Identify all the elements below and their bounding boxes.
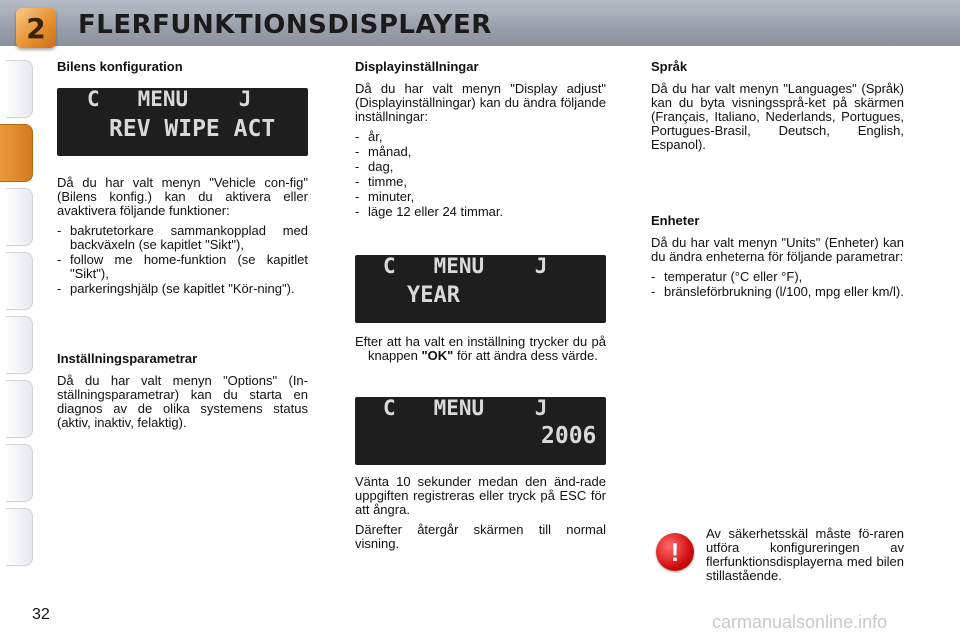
side-tab-6 <box>6 380 33 438</box>
lcd-display-2006 <box>355 397 606 465</box>
section-heading-options: Inställningsparametrar <box>57 351 198 366</box>
lcd-value-line: YEAR <box>407 283 460 308</box>
vehicle-config-intro: Då du har valt menyn "Vehicle con-fig" (Bilens konfig.) kan du aktivera eller avaktivera följande funktioner: <box>57 175 308 218</box>
section-heading-display-adjust: Displayinställningar <box>355 59 479 74</box>
list-item: - år, <box>355 130 606 144</box>
list-item: - bakrutetorkare sammankopplad med backväxeln (se kapitlet "Sikt"), <box>57 224 308 252</box>
lcd-display-year <box>355 255 606 323</box>
side-tab-7 <box>6 444 33 502</box>
list-item: - parkeringshjälp (se kapitlet "Kör-ning"). <box>57 282 308 296</box>
section-heading-vehicle-config: Bilens konfiguration <box>57 59 183 74</box>
list-item: - läge 12 eller 24 timmar. <box>355 205 606 219</box>
column-3 <box>651 60 904 305</box>
safety-warning <box>652 525 904 583</box>
list-item: - dag, <box>355 160 606 174</box>
units-text: Då du har valt menyn "Units" (Enheter) kan du ändra enheterna för följande parametrar: <box>651 235 904 264</box>
lcd-menu-line: C MENU J <box>87 87 252 111</box>
lcd-value-line: REV WIPE ACT <box>109 116 276 142</box>
side-tab-5 <box>6 316 33 374</box>
side-tabs <box>0 60 34 580</box>
display-adjust-list <box>355 130 606 219</box>
lcd-menu-line: C MENU J <box>383 396 548 420</box>
list-item: - temperatur (°C eller °F), <box>651 270 904 284</box>
after-setting-text-end: för att ändra dess värde. <box>453 348 598 363</box>
header-bar <box>0 0 960 46</box>
list-item: - månad, <box>355 145 606 159</box>
chapter-number: 2 <box>26 11 46 45</box>
column-1 <box>57 60 308 436</box>
units-list <box>651 270 904 299</box>
side-tab-4 <box>6 252 33 310</box>
vehicle-config-list <box>57 224 308 296</box>
section-heading-units: Enheter <box>651 213 700 228</box>
side-tab-3 <box>6 188 33 246</box>
after-setting-text <box>355 335 606 363</box>
lcd-value-line: 2006 <box>541 423 597 449</box>
lcd-display-vehicle-config <box>57 88 308 156</box>
exclamation-icon: ! <box>656 533 694 571</box>
ok-button-label: "OK" <box>421 348 454 363</box>
side-tab-8 <box>6 508 33 566</box>
after-setting-text-start: Efter att ha valt en inställning trycker du på knappen <box>355 334 606 363</box>
list-item: - follow me home-funktion (se kapitlet "Sikt"), <box>57 253 308 281</box>
list-item: - timme, <box>355 175 606 189</box>
lcd-menu-line: C MENU J <box>383 254 548 278</box>
display-adjust-intro: Då du har valt menyn "Display adjust" (Displayinställningar) kan du ändra följande inställningar: <box>355 81 606 124</box>
warning-text: Av säkerhetsskäl måste fö-raren utföra konfigureringen av flerfunktionsdisplayerna med bilen stillastående. <box>706 526 904 583</box>
side-tab-1 <box>6 60 33 118</box>
section-heading-languages: Språk <box>651 59 688 74</box>
page-number: 32 <box>32 606 50 623</box>
wait-text: Vänta 10 sekunder medan den änd-rade uppgiften registreras eller tryck på ESC för att ångra. <box>355 474 606 517</box>
watermark: carmanualsonline.info <box>712 612 888 632</box>
chapter-badge <box>16 8 56 48</box>
chapter-title: FLERFUNKTIONSDISPLAYER <box>78 10 492 40</box>
return-text: Därefter återgår skärmen till normal visning. <box>355 522 606 551</box>
side-tab-2-active <box>0 124 33 182</box>
column-2 <box>355 60 606 557</box>
list-item: - minuter, <box>355 190 606 204</box>
list-item: - bränsleförbrukning (l/100, mpg eller km/l). <box>651 285 904 299</box>
languages-text: Då du har valt menyn "Languages" (Språk) kan du byta visningssprå-ket på skärmen (Français, Italiano, Nederlands, Portugues, Portugues-Brasil, Deutsch, English, Espanol). <box>651 81 904 152</box>
options-text: Då du har valt menyn "Options" (In-ställningsparametrar) kan du starta en diagnos av de olika systemens status (aktiv, inaktiv, felaktig). <box>57 373 308 430</box>
